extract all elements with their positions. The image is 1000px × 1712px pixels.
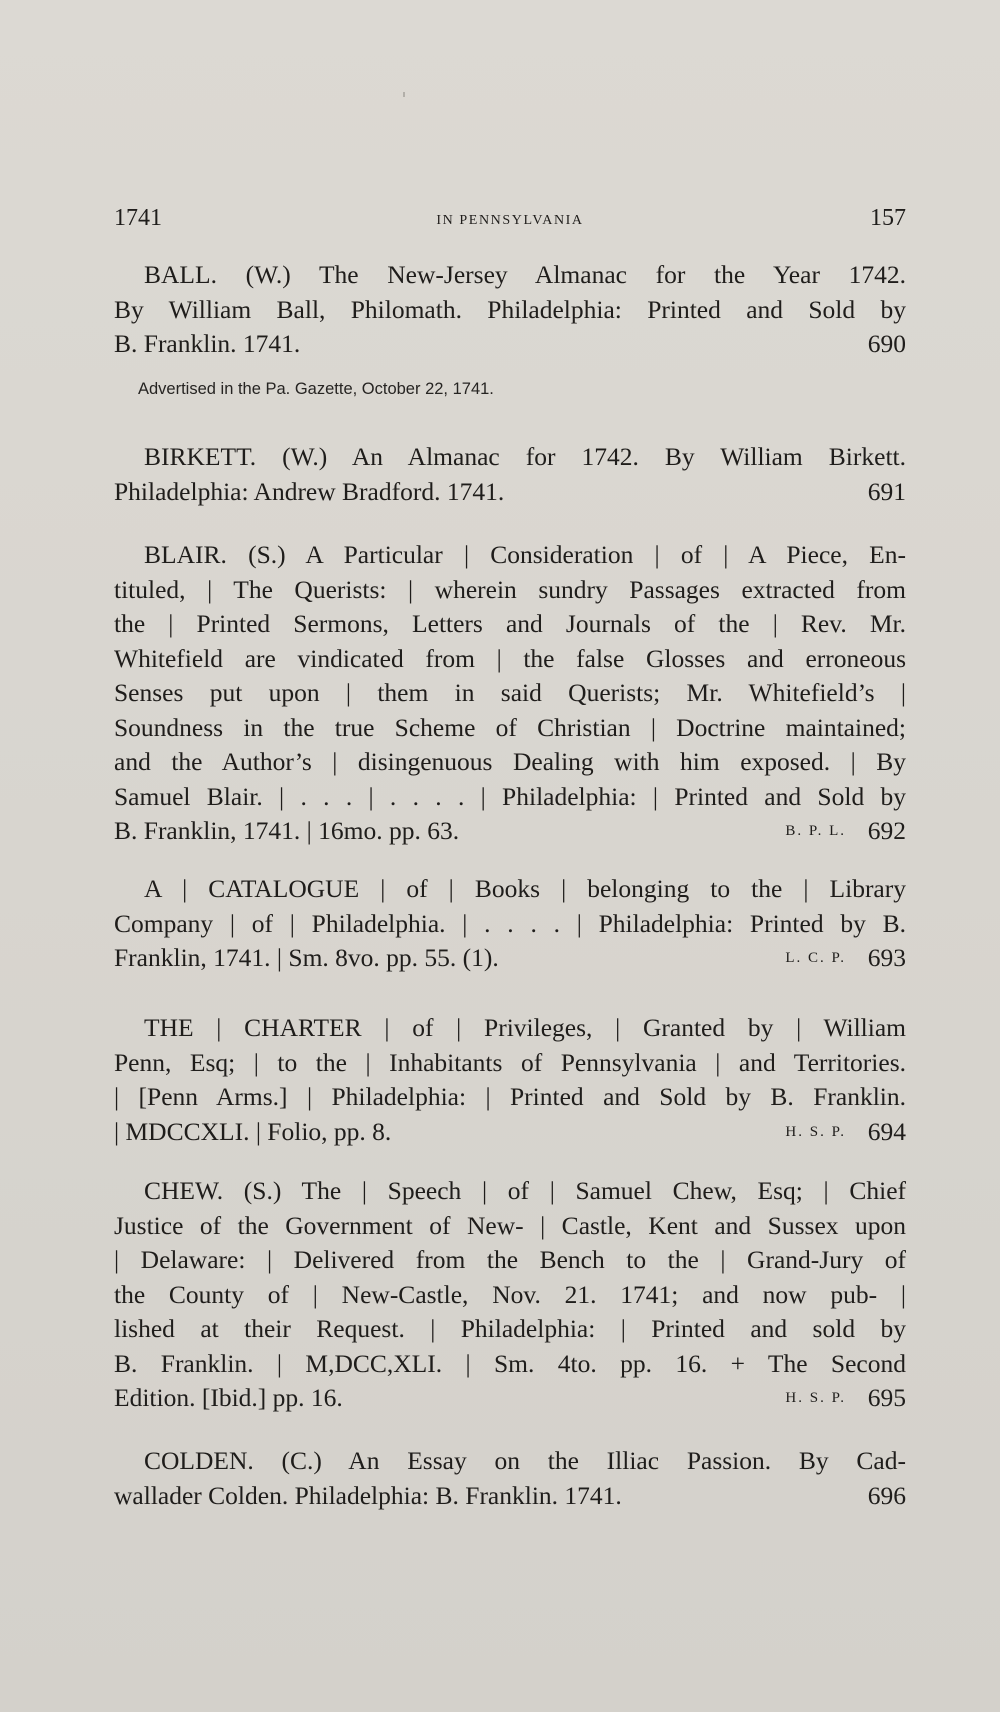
entry-line: Company | of | Philadelphia. | . . . . | Philadelphia: Printed by B. [114,908,906,938]
entry-line-text: Edition. [Ibid.] pp. 16. [114,1383,343,1412]
entry-line: | [Penn Arms.] | Philadelphia: | Printed and Sold by B. Franklin. [114,1082,906,1111]
entry-line: A | CATALOGUE | of | Books | belonging to the | Library [144,874,906,903]
entry-line-last [114,1381,906,1416]
entry-number: 691 [867,476,906,506]
entry-note: Advertised in the Pa. Gazette, October 22, 1741. [138,380,494,398]
entry-line: BIRKETT. (W.) An Almanac for 1742. By William Birkett. [144,442,906,471]
entry-line: CHEW. (S.) The | Speech | of | Samuel Chew, Esq; | Chief [144,1176,906,1205]
entry-line: Senses put upon | them in said Querists; Mr. Whitefield’s | [114,678,906,707]
paper-fleck [403,92,405,97]
entry-blair [114,538,906,849]
entry-line: B. Franklin. | M,DCC,XLI. | Sm. 4to. pp. 16. + The Second [114,1348,906,1378]
entry-line: COLDEN. (C.) An Essay on the Illiac Passion. By Cad- [144,1446,906,1475]
library-location: L. C. P. [785,950,846,966]
entry-line: THE | CHARTER | of | Privileges, | Granted by | William [144,1013,906,1042]
entry-line-text: Philadelphia: Andrew Bradford. 1741. [114,476,505,506]
entry-catalogue [114,872,906,976]
entry-line: Justice of the Government of New- | Castle, Kent and Sussex upon [114,1210,906,1240]
entry-line-last [114,327,906,362]
entry-line: Samuel Blair. | . . . | . . . . | Philadelphia: | Printed and Sold by [114,781,906,811]
entry-number: 695 [867,1383,906,1412]
entry-line-last [114,814,906,849]
entry-line: Soundness in the true Scheme of Christian | Doctrine maintained; [114,712,906,742]
running-head-year: 1741 [114,205,162,231]
entry-line: BALL. (W.) The New-Jersey Almanac for the Year 1742. [144,260,906,289]
entry-line: | Delaware: | Delivered from the Bench to the | Grand-Jury of [114,1245,906,1274]
entry-birkett [114,440,906,509]
entry-line-last [114,1115,906,1150]
page-number: 157 [870,205,906,231]
entry-line-last [114,1479,906,1514]
entry-line: BLAIR. (S.) A Particular | Consideration | of | A Piece, En- [144,540,906,569]
running-head [114,205,906,241]
library-location: H. S. P. [785,1123,846,1140]
running-head-title: IN PENNSYLVANIA [436,213,584,228]
entry-number: 693 [867,943,906,972]
entry-line: tituled, | The Querists: | wherein sundry Passages extracted from [114,574,906,604]
entry-line-text: B. Franklin, 1741. | 16mo. pp. 63. [114,816,460,845]
entry-line: Whitefield are vindicated from | the false Glosses and erroneous [114,643,906,673]
entry-chew [114,1174,906,1416]
library-location: B. P. L. [785,823,846,839]
entry-line: the | Printed Sermons, Letters and Journals of the | Rev. Mr. [114,609,906,638]
entry-line: Penn, Esq; | to the | Inhabitants of Pennsylvania | and Territories. [114,1047,906,1077]
entry-ball [114,258,906,362]
entry-line-text: | MDCCXLI. | Folio, pp. 8. [114,1116,392,1146]
entry-line-text: wallader Colden. Philadelphia: B. Franklin. 1741. [114,1480,622,1510]
entry-number: 690 [867,329,906,358]
entry-charter [114,1011,906,1149]
entry-line-text: B. Franklin. 1741. [114,329,301,358]
entry-number: 692 [867,816,906,845]
entry-line-text: Franklin, 1741. | Sm. 8vo. pp. 55. (1). [114,943,499,972]
entry-line: By William Ball, Philomath. Philadelphia: Printed and Sold by [114,294,906,324]
entry-number: 696 [867,1480,906,1510]
entry-line: and the Author’s | disingenuous Dealing with him exposed. | By [114,747,906,776]
entry-line-last [114,941,906,976]
entry-line: lished at their Request. | Philadelphia: | Printed and sold by [114,1314,906,1343]
entry-line-last [114,475,906,510]
entry-number: 694 [867,1116,906,1146]
entry-line: the County of | New-Castle, Nov. 21. 1741; and now pub- | [114,1279,906,1309]
entry-colden [114,1444,906,1513]
library-location: H. S. P. [785,1390,846,1406]
